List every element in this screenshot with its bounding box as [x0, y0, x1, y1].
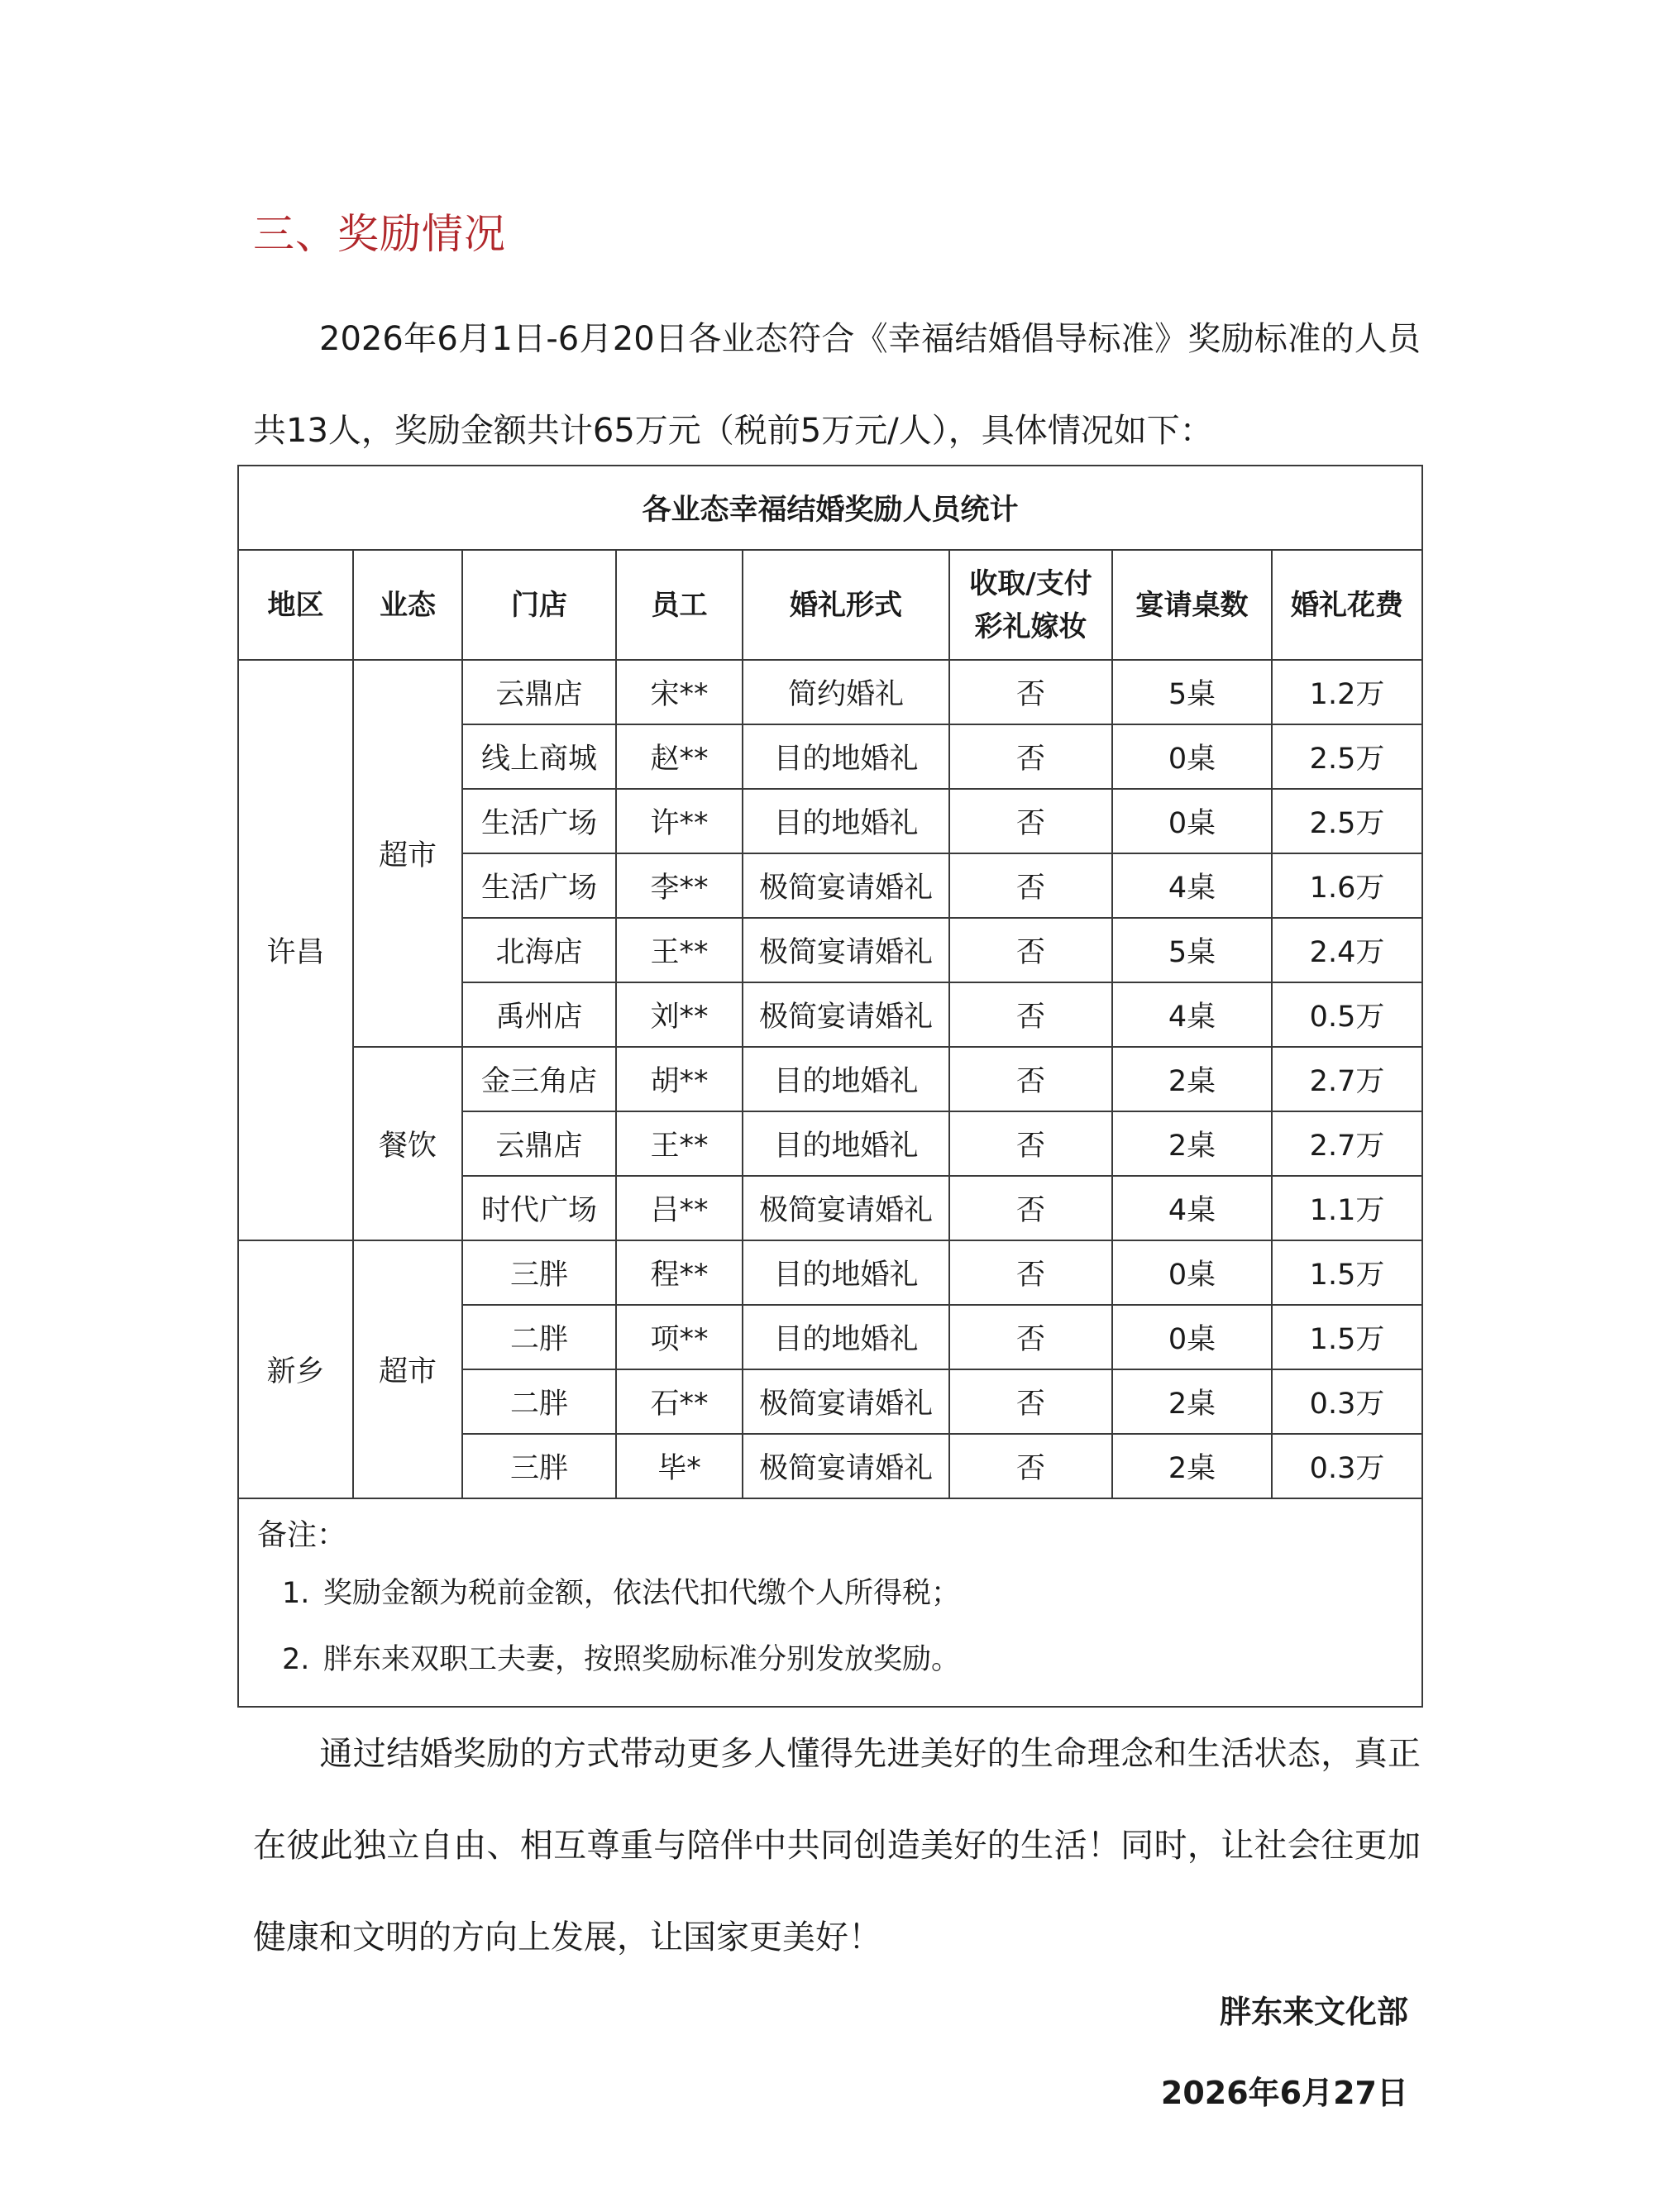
closing-text: 通过结婚奖励的方式带动更多人懂得先进美好的生命理念和生活状态，真正在彼此独立自由、相互尊重与陪伴中共同创造美好的生活！同时，让社会往更加健康和文明的方向上发展，让国家更美好！: [253, 1735, 1421, 1956]
store-cell: 云鼎店: [462, 660, 616, 724]
form-cell: 极简宴请婚礼: [743, 1176, 949, 1240]
employee-cell: 赵**: [616, 724, 743, 789]
format-cell: 餐饮: [353, 1047, 462, 1240]
region-cell: 新乡: [238, 1240, 353, 1498]
cost-cell: 2.7万: [1272, 1047, 1422, 1111]
note-number: 2.: [282, 1643, 310, 1676]
tables-cell: 5桌: [1112, 660, 1272, 724]
store-cell: 生活广场: [462, 789, 616, 853]
notes-list: [257, 1560, 1421, 1693]
tables-cell: 4桌: [1112, 982, 1272, 1047]
bride-price-cell: 否: [949, 1111, 1112, 1176]
form-cell: 极简宴请婚礼: [743, 982, 949, 1047]
notes-heading: 备注：: [257, 1518, 347, 1552]
cost-cell: 2.4万: [1272, 918, 1422, 982]
employee-cell: 吕**: [616, 1176, 743, 1240]
note-item: [282, 1627, 1421, 1693]
tables-cell: 0桌: [1112, 724, 1272, 789]
store-cell: 金三角店: [462, 1047, 616, 1111]
employee-cell: 许**: [616, 789, 743, 853]
header-bride-price-line1: 收取/支付: [969, 566, 1092, 600]
employee-cell: 程**: [616, 1240, 743, 1305]
bride-price-cell: 否: [949, 982, 1112, 1047]
header-store: 门店: [462, 550, 616, 660]
bride-price-cell: 否: [949, 1047, 1112, 1111]
note-text: 胖东来双职工夫妻，按照奖励标准分别发放奖励。: [323, 1643, 961, 1676]
format-cell: 超市: [353, 660, 462, 1047]
form-cell: 目的地婚礼: [743, 789, 949, 853]
closing-paragraph: [253, 1708, 1421, 1984]
employee-cell: 李**: [616, 853, 743, 918]
bride-price-cell: 否: [949, 1434, 1112, 1498]
tables-cell: 2桌: [1112, 1047, 1272, 1111]
form-cell: 目的地婚礼: [743, 1240, 949, 1305]
cost-cell: 0.5万: [1272, 982, 1422, 1047]
form-cell: 目的地婚礼: [743, 724, 949, 789]
store-cell: 生活广场: [462, 853, 616, 918]
cost-cell: 1.5万: [1272, 1305, 1422, 1369]
region-cell: 许昌: [238, 660, 353, 1240]
note-text: 奖励金额为税前金额，依法代扣代缴个人所得税；: [323, 1577, 961, 1610]
employee-cell: 胡**: [616, 1047, 743, 1111]
form-cell: 简约婚礼: [743, 660, 949, 724]
tables-cell: 4桌: [1112, 1176, 1272, 1240]
cost-cell: 1.1万: [1272, 1176, 1422, 1240]
header-bride-price: [949, 550, 1112, 660]
employee-cell: 项**: [616, 1305, 743, 1369]
table-header-row: [238, 550, 1422, 660]
tables-cell: 0桌: [1112, 1240, 1272, 1305]
store-cell: 三胖: [462, 1434, 616, 1498]
employee-cell: 宋**: [616, 660, 743, 724]
cost-cell: 2.5万: [1272, 724, 1422, 789]
store-cell: 云鼎店: [462, 1111, 616, 1176]
header-wedding-form: 婚礼形式: [743, 550, 949, 660]
bride-price-cell: 否: [949, 724, 1112, 789]
cost-cell: 1.5万: [1272, 1240, 1422, 1305]
employee-cell: 王**: [616, 918, 743, 982]
cost-cell: 1.2万: [1272, 660, 1422, 724]
store-cell: 北海店: [462, 918, 616, 982]
bride-price-cell: 否: [949, 1240, 1112, 1305]
store-cell: 二胖: [462, 1305, 616, 1369]
form-cell: 目的地婚礼: [743, 1047, 949, 1111]
bride-price-cell: 否: [949, 918, 1112, 982]
cost-cell: 2.7万: [1272, 1111, 1422, 1176]
store-cell: 线上商城: [462, 724, 616, 789]
bride-price-cell: 否: [949, 1305, 1112, 1369]
form-cell: 极简宴请婚礼: [743, 1434, 949, 1498]
cost-cell: 0.3万: [1272, 1434, 1422, 1498]
form-cell: 目的地婚礼: [743, 1305, 949, 1369]
signature-department: 胖东来文化部: [1219, 1994, 1408, 2030]
bride-price-cell: 否: [949, 789, 1112, 853]
tables-cell: 2桌: [1112, 1369, 1272, 1434]
header-bride-price-line2: 彩礼嫁妆: [974, 609, 1087, 643]
bride-price-cell: 否: [949, 853, 1112, 918]
note-item: [282, 1560, 1421, 1627]
cost-cell: 0.3万: [1272, 1369, 1422, 1434]
tables-cell: 0桌: [1112, 789, 1272, 853]
bride-price-cell: 否: [949, 1176, 1112, 1240]
cost-cell: 2.5万: [1272, 789, 1422, 853]
tables-cell: 4桌: [1112, 853, 1272, 918]
table-row: [238, 1240, 1422, 1305]
signature-date: 2026年6月27日: [1160, 2075, 1408, 2111]
section-title: 三、奖励情况: [253, 210, 506, 258]
employee-cell: 石**: [616, 1369, 743, 1434]
employee-cell: 毕*: [616, 1434, 743, 1498]
store-cell: 三胖: [462, 1240, 616, 1305]
header-format: 业态: [353, 550, 462, 660]
format-cell: 超市: [353, 1240, 462, 1498]
intro-text: 2026年6月1日-6月20日各业态符合《幸福结婚倡导标准》奖励标准的人员共13人，奖励金额共计65万元（税前5万元/人），具体情况如下：: [253, 320, 1421, 450]
form-cell: 极简宴请婚礼: [743, 853, 949, 918]
tables-cell: 2桌: [1112, 1434, 1272, 1498]
header-employee: 员工: [616, 550, 743, 660]
note-number: 1.: [282, 1577, 310, 1610]
table-row: [238, 1047, 1422, 1111]
store-cell: 时代广场: [462, 1176, 616, 1240]
store-cell: 二胖: [462, 1369, 616, 1434]
store-cell: 禹州店: [462, 982, 616, 1047]
tables-cell: 2桌: [1112, 1111, 1272, 1176]
employee-cell: 王**: [616, 1111, 743, 1176]
bride-price-cell: 否: [949, 660, 1112, 724]
notes-row: [238, 1498, 1422, 1707]
form-cell: 极简宴请婚礼: [743, 1369, 949, 1434]
header-banquet-tables: 宴请桌数: [1112, 550, 1272, 660]
cost-cell: 1.6万: [1272, 853, 1422, 918]
bride-price-cell: 否: [949, 1369, 1112, 1434]
header-wedding-cost: 婚礼花费: [1272, 550, 1422, 660]
form-cell: 目的地婚礼: [743, 1111, 949, 1176]
table-row: [238, 660, 1422, 724]
form-cell: 极简宴请婚礼: [743, 918, 949, 982]
tables-cell: 0桌: [1112, 1305, 1272, 1369]
table-caption: 各业态幸福结婚奖励人员统计: [238, 466, 1422, 550]
intro-paragraph: [253, 294, 1421, 477]
awards-table: [237, 465, 1423, 1708]
tables-cell: 5桌: [1112, 918, 1272, 982]
notes-cell: [238, 1498, 1422, 1707]
employee-cell: 刘**: [616, 982, 743, 1047]
header-region: 地区: [238, 550, 353, 660]
